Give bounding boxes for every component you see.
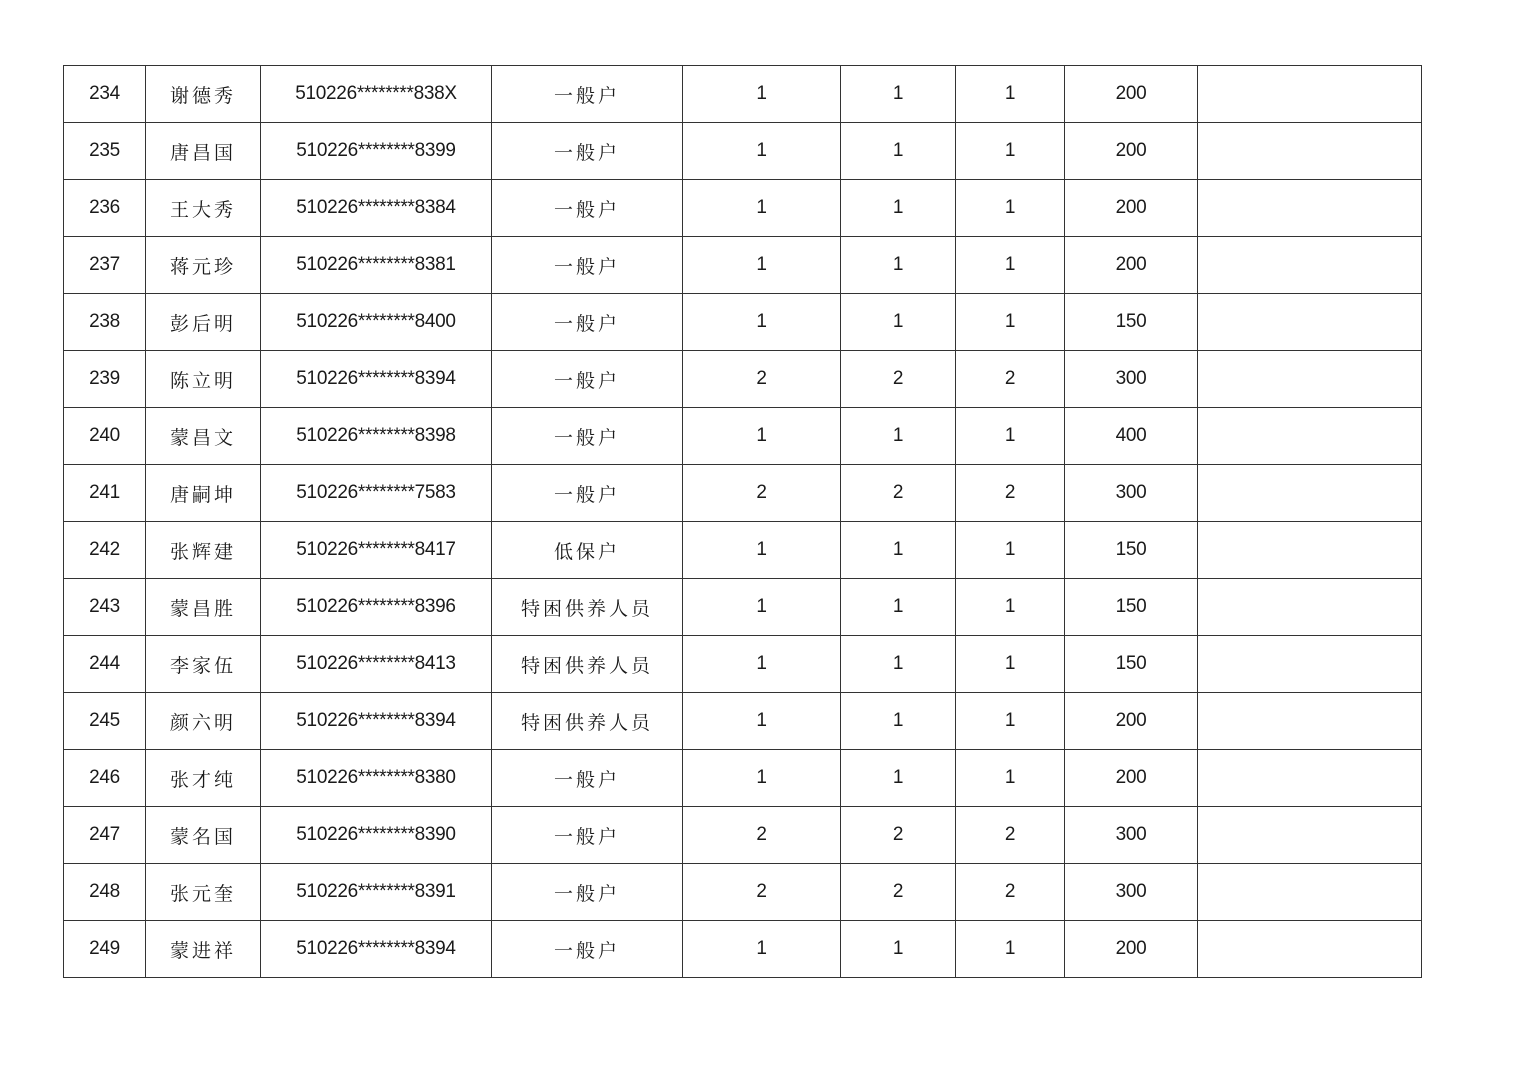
cell-household-type: 低保户: [492, 522, 683, 579]
cell-name: 张元奎: [146, 864, 261, 921]
table-row: [64, 579, 1422, 636]
cell-household-type: 一般户: [492, 921, 683, 978]
cell-count-3: 1: [956, 636, 1065, 693]
cell-count-2: 1: [841, 123, 956, 180]
cell-remark: [1198, 123, 1422, 180]
cell-count-2: 1: [841, 294, 956, 351]
cell-amount: 300: [1065, 807, 1198, 864]
cell-household-type: 一般户: [492, 465, 683, 522]
cell-name: 蒙昌文: [146, 408, 261, 465]
table-row: [64, 750, 1422, 807]
cell-count-3: 1: [956, 522, 1065, 579]
cell-count-3: 1: [956, 408, 1065, 465]
table-row: [64, 522, 1422, 579]
cell-count-1: 1: [683, 180, 841, 237]
cell-household-type: 一般户: [492, 180, 683, 237]
cell-serial-number: 247: [64, 807, 146, 864]
cell-name: 蒙昌胜: [146, 579, 261, 636]
cell-count-1: 1: [683, 66, 841, 123]
cell-serial-number: 237: [64, 237, 146, 294]
cell-count-2: 1: [841, 66, 956, 123]
table-row: [64, 636, 1422, 693]
cell-count-2: 1: [841, 237, 956, 294]
cell-name: 彭后明: [146, 294, 261, 351]
cell-name: 唐昌国: [146, 123, 261, 180]
cell-remark: [1198, 351, 1422, 408]
cell-remark: [1198, 921, 1422, 978]
cell-household-type: 特困供养人员: [492, 579, 683, 636]
cell-remark: [1198, 180, 1422, 237]
cell-household-type: 一般户: [492, 294, 683, 351]
cell-amount: 150: [1065, 579, 1198, 636]
cell-count-3: 2: [956, 351, 1065, 408]
cell-count-3: 1: [956, 237, 1065, 294]
cell-count-2: 2: [841, 807, 956, 864]
cell-count-2: 1: [841, 750, 956, 807]
cell-id-number: 510226********7583: [261, 465, 492, 522]
cell-serial-number: 246: [64, 750, 146, 807]
cell-serial-number: 238: [64, 294, 146, 351]
cell-id-number: 510226********8381: [261, 237, 492, 294]
cell-count-2: 2: [841, 864, 956, 921]
table-row: [64, 351, 1422, 408]
cell-count-3: 1: [956, 180, 1065, 237]
cell-count-1: 1: [683, 693, 841, 750]
cell-name: 颜六明: [146, 693, 261, 750]
cell-id-number: 510226********8396: [261, 579, 492, 636]
cell-amount: 400: [1065, 408, 1198, 465]
cell-amount: 300: [1065, 465, 1198, 522]
cell-serial-number: 234: [64, 66, 146, 123]
cell-count-1: 2: [683, 864, 841, 921]
table-row: [64, 180, 1422, 237]
cell-amount: 150: [1065, 522, 1198, 579]
table-row: [64, 465, 1422, 522]
cell-count-2: 1: [841, 579, 956, 636]
cell-count-1: 1: [683, 921, 841, 978]
cell-name: 王大秀: [146, 180, 261, 237]
cell-remark: [1198, 522, 1422, 579]
cell-count-2: 1: [841, 408, 956, 465]
cell-amount: 200: [1065, 237, 1198, 294]
cell-household-type: 一般户: [492, 351, 683, 408]
cell-household-type: 一般户: [492, 807, 683, 864]
cell-count-3: 1: [956, 750, 1065, 807]
cell-household-type: 特困供养人员: [492, 636, 683, 693]
cell-count-1: 1: [683, 636, 841, 693]
table-row: [64, 921, 1422, 978]
table-row: [64, 408, 1422, 465]
table-row: [64, 123, 1422, 180]
cell-count-2: 2: [841, 351, 956, 408]
cell-household-type: 一般户: [492, 408, 683, 465]
cell-remark: [1198, 636, 1422, 693]
cell-name: 唐嗣坤: [146, 465, 261, 522]
cell-remark: [1198, 294, 1422, 351]
cell-count-2: 2: [841, 465, 956, 522]
cell-name: 张才纯: [146, 750, 261, 807]
cell-serial-number: 241: [64, 465, 146, 522]
cell-id-number: 510226********8394: [261, 921, 492, 978]
cell-id-number: 510226********8413: [261, 636, 492, 693]
cell-amount: 150: [1065, 636, 1198, 693]
cell-id-number: 510226********8391: [261, 864, 492, 921]
cell-name: 蒙名国: [146, 807, 261, 864]
cell-serial-number: 239: [64, 351, 146, 408]
cell-name: 陈立明: [146, 351, 261, 408]
cell-amount: 300: [1065, 351, 1198, 408]
cell-count-1: 1: [683, 408, 841, 465]
cell-remark: [1198, 864, 1422, 921]
cell-count-2: 1: [841, 522, 956, 579]
cell-count-1: 1: [683, 123, 841, 180]
table-body: [64, 66, 1422, 978]
cell-serial-number: 249: [64, 921, 146, 978]
cell-serial-number: 235: [64, 123, 146, 180]
cell-name: 蒙进祥: [146, 921, 261, 978]
cell-name: 蒋元珍: [146, 237, 261, 294]
cell-serial-number: 244: [64, 636, 146, 693]
cell-count-2: 1: [841, 693, 956, 750]
cell-count-3: 1: [956, 693, 1065, 750]
cell-amount: 200: [1065, 750, 1198, 807]
cell-remark: [1198, 408, 1422, 465]
cell-household-type: 一般户: [492, 123, 683, 180]
cell-count-3: 1: [956, 579, 1065, 636]
cell-id-number: 510226********8417: [261, 522, 492, 579]
cell-count-1: 2: [683, 465, 841, 522]
cell-id-number: 510226********8390: [261, 807, 492, 864]
cell-count-1: 1: [683, 579, 841, 636]
cell-count-1: 1: [683, 750, 841, 807]
cell-count-3: 1: [956, 294, 1065, 351]
cell-id-number: 510226********8398: [261, 408, 492, 465]
cell-amount: 200: [1065, 921, 1198, 978]
cell-count-1: 1: [683, 522, 841, 579]
cell-id-number: 510226********8394: [261, 693, 492, 750]
cell-serial-number: 243: [64, 579, 146, 636]
cell-remark: [1198, 807, 1422, 864]
cell-count-1: 1: [683, 237, 841, 294]
cell-name: 谢德秀: [146, 66, 261, 123]
cell-serial-number: 245: [64, 693, 146, 750]
cell-name: 李家伍: [146, 636, 261, 693]
cell-household-type: 一般户: [492, 864, 683, 921]
cell-household-type: 特困供养人员: [492, 693, 683, 750]
cell-remark: [1198, 750, 1422, 807]
cell-remark: [1198, 237, 1422, 294]
cell-count-3: 2: [956, 465, 1065, 522]
cell-household-type: 一般户: [492, 750, 683, 807]
cell-id-number: 510226********8400: [261, 294, 492, 351]
cell-id-number: 510226********8399: [261, 123, 492, 180]
household-register-table: [63, 65, 1422, 978]
cell-count-3: 1: [956, 123, 1065, 180]
cell-remark: [1198, 693, 1422, 750]
cell-count-2: 1: [841, 180, 956, 237]
cell-count-1: 2: [683, 351, 841, 408]
cell-household-type: 一般户: [492, 237, 683, 294]
cell-count-1: 2: [683, 807, 841, 864]
cell-id-number: 510226********838X: [261, 66, 492, 123]
cell-count-2: 1: [841, 921, 956, 978]
cell-amount: 150: [1065, 294, 1198, 351]
table-row: [64, 294, 1422, 351]
cell-remark: [1198, 66, 1422, 123]
cell-serial-number: 240: [64, 408, 146, 465]
cell-count-3: 1: [956, 921, 1065, 978]
cell-count-3: 1: [956, 66, 1065, 123]
table-row: [64, 807, 1422, 864]
cell-name: 张辉建: [146, 522, 261, 579]
cell-household-type: 一般户: [492, 66, 683, 123]
cell-serial-number: 236: [64, 180, 146, 237]
cell-amount: 200: [1065, 693, 1198, 750]
cell-id-number: 510226********8394: [261, 351, 492, 408]
cell-serial-number: 248: [64, 864, 146, 921]
cell-count-3: 2: [956, 807, 1065, 864]
table-row: [64, 864, 1422, 921]
cell-id-number: 510226********8380: [261, 750, 492, 807]
cell-count-3: 2: [956, 864, 1065, 921]
cell-amount: 200: [1065, 66, 1198, 123]
cell-remark: [1198, 465, 1422, 522]
cell-remark: [1198, 579, 1422, 636]
cell-serial-number: 242: [64, 522, 146, 579]
table-row: [64, 237, 1422, 294]
cell-amount: 300: [1065, 864, 1198, 921]
cell-count-1: 1: [683, 294, 841, 351]
cell-amount: 200: [1065, 180, 1198, 237]
table-row: [64, 66, 1422, 123]
cell-amount: 200: [1065, 123, 1198, 180]
table-row: [64, 693, 1422, 750]
cell-id-number: 510226********8384: [261, 180, 492, 237]
cell-count-2: 1: [841, 636, 956, 693]
